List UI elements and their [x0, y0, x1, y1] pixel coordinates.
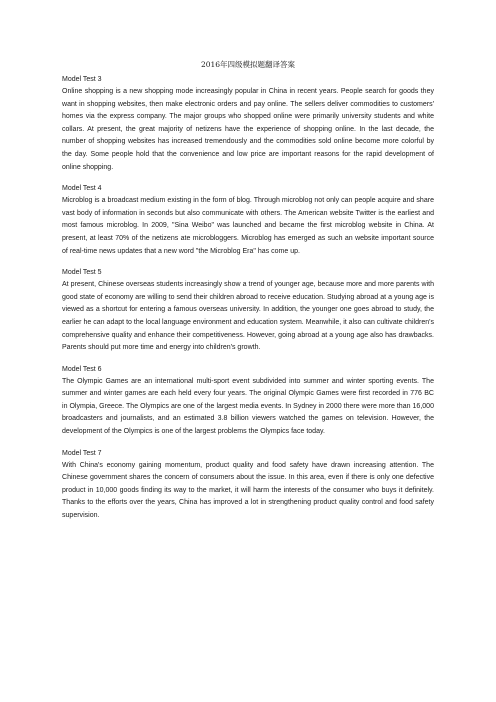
section-heading: Model Test 5	[62, 269, 102, 277]
section-body: Online shopping is a new shopping mode increasingly popular in China in recent years. People search for goods they want in shopping websites, then make electronic orders and pay online. The sellers deliver commodities to customers' homes via the express company. The major groups who shopped online were primarily university students and white collars. At present, the great majority of netizens have the experience of shopping online. In the last decade, the number of shopping websites has increased tremendously and the commodities sold online become more colorful by the day. Some people hold that the convenience and low price are important reasons for the rapid development of online shopping.	[62, 88, 434, 171]
section-model-test-5	[62, 267, 434, 355]
section-heading: Model Test 4	[62, 185, 102, 193]
section-model-test-3	[62, 74, 434, 174]
section-heading: Model Test 3	[62, 76, 102, 83]
document-title: 2016年四级模拟题翻译答案	[200, 60, 296, 69]
section-body: Microblog is a broadcast medium existing in the form of blog. Through microblog not only can people acquire and share vast body of information in seconds but also communicate with others. The American website Twitter is the earliest and most famous microblog. In 2009, "Sina Weibo" was launched and became the first microblog website in China. At present, at least 70% of the netizens ate microbloggers. Microblog has emerged as such an website important source of real-time news updates that a new word "the Microblog Era" has come up.	[62, 197, 434, 255]
section-body: With China's economy gaining momentum, product quality and food safety have drawn increasing attention. The Chinese government shares the concern of consumers about the issue. In this area, even if there is only one defective product in 10,000 goods finding its way to the market, it will harm the interests of the consumer who buys it definitely. Thanks to the efforts over the years, China has improved a lot in strengthening product quality control and food safety supervision.	[62, 461, 434, 520]
section-body: The Olympic Games are an international multi-sport event subdivided into summer and winter sporting events. The summer and winter games are each held every four years. The original Olympic Games were first recorded in 776 BC in Olympia, Greece. The Olympics are one of the largest media events. In Sydney in 2000 there were more than 16,000 broadcasters and journalists, and an estimated 3.8 billion viewers watched the games on television. However, the development of the Olympics is one of the largest problems the Olympics face today.	[62, 377, 434, 436]
section-model-test-4	[62, 183, 434, 258]
section-body: At present, Chinese overseas students increasingly show a trend of younger age, because more and more parents with good state of economy are willing to send their children abroad to receive education. Studying abroad at a young age is viewed as a shortcut for entering a famous overseas university. In addition, the younger one goes abroad to study, the earlier he can adapt to the local language environment and education system. Meanwhile, it also can cultivate children's comprehensive quality and enhance their competitiveness. However, going abroad at a young age also has drawbacks. Parents should put more time and energy into children's growth.	[62, 281, 434, 352]
section-heading: Model Test 7	[62, 449, 102, 457]
section-model-test-7	[62, 448, 434, 523]
section-heading: Model Test 6	[62, 365, 102, 373]
section-model-test-6	[62, 364, 434, 439]
